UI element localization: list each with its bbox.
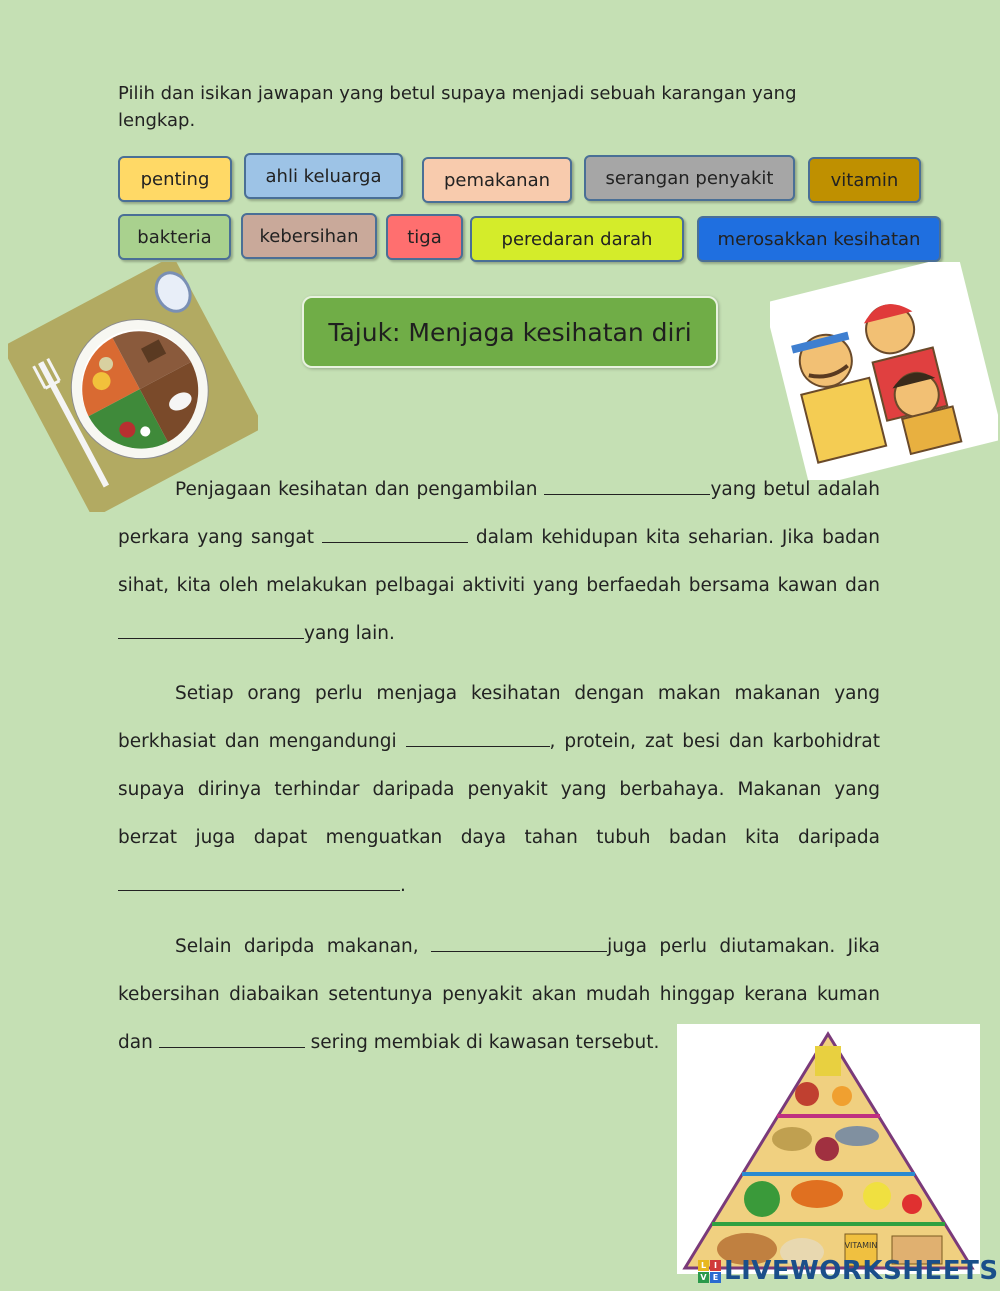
answer-blank-6[interactable]	[431, 931, 607, 952]
answer-blank-4[interactable]	[406, 726, 550, 747]
page-title: Tajuk: Menjaga kesihatan diri	[302, 296, 718, 368]
word-chip-vitamin[interactable]: vitamin	[808, 157, 921, 203]
paragraph-1-text-1: Penjagaan kesihatan dan pengambilan	[175, 479, 538, 500]
paragraph-1-text-4: yang lain.	[304, 623, 395, 644]
word-chip-peredaran-darah[interactable]: peredaran darah	[470, 216, 684, 262]
paragraph-2-text-3: .	[400, 875, 406, 896]
paragraph-1-text-2: yang betul adalah perkara yang sangat	[118, 479, 880, 548]
badge-letter-i: I	[710, 1260, 721, 1271]
badge-letter-l: L	[698, 1260, 709, 1271]
word-chip-kebersihan[interactable]: kebersihan	[241, 213, 377, 259]
paragraph-2-text-1: Setiap orang perlu menjaga kesihatan dengan makan makanan yang berkhasiat dan mengandungi	[118, 683, 880, 752]
paragraph-3-text-3: sering membiak di kawasan tersebut.	[310, 1032, 660, 1053]
paragraph-3-text-2: juga perlu diutamakan. Jika kebersihan diabaikan setentunya penyakit akan mudah hinggap kerana kuman dan	[118, 936, 880, 1053]
badge-letter-v: V	[698, 1272, 709, 1283]
answer-blank-5[interactable]	[118, 870, 400, 891]
instruction-text: Pilih dan isikan jawapan yang betul supaya menjadi sebuah karangan yang lengkap.	[118, 83, 797, 131]
family-image	[770, 262, 998, 480]
word-chip-pemakanan[interactable]: pemakanan	[422, 157, 572, 203]
food-pyramid-image	[677, 1024, 980, 1274]
logo-text: LIVEWORKSHEETS	[724, 1256, 999, 1286]
paragraph-1-text-3: dalam kehidupan kita seharian. Jika badan sihat, kita oleh melakukan pelbagai aktiviti yang berfaedah bersama kawan dan	[118, 527, 880, 596]
paragraph-2-text-2: , protein, zat besi dan karbohidrat supaya dirinya terhindar daripada penyakit yang berbahaya. Makanan yang berzat juga dapat menguatkan daya tahan tubuh badan kita daripada	[118, 731, 881, 848]
paragraph-2	[118, 670, 880, 910]
word-chip-serangan-penyakit[interactable]: serangan penyakit	[584, 155, 795, 201]
pyramid-vitamin-label: VITAMIN	[844, 1241, 878, 1250]
answer-blank-7[interactable]	[159, 1027, 305, 1048]
live-badge-icon	[698, 1260, 721, 1283]
word-chip-bakteria[interactable]: bakteria	[118, 214, 231, 260]
word-chip-penting[interactable]: penting	[118, 156, 232, 202]
answer-blank-2[interactable]	[322, 522, 468, 543]
paragraph-1	[118, 466, 880, 658]
word-chip-ahli-keluarga[interactable]: ahli keluarga	[244, 153, 403, 199]
badge-letter-e: E	[710, 1272, 721, 1283]
liveworksheets-logo	[698, 1256, 999, 1286]
word-chip-merosakkan-kesihatan[interactable]: merosakkan kesihatan	[697, 216, 941, 262]
answer-blank-3[interactable]	[118, 618, 304, 639]
answer-blank-1[interactable]	[544, 474, 710, 495]
paragraph-3-text-1: Selain daripda makanan,	[175, 936, 419, 957]
word-chip-tiga[interactable]: tiga	[386, 214, 463, 260]
